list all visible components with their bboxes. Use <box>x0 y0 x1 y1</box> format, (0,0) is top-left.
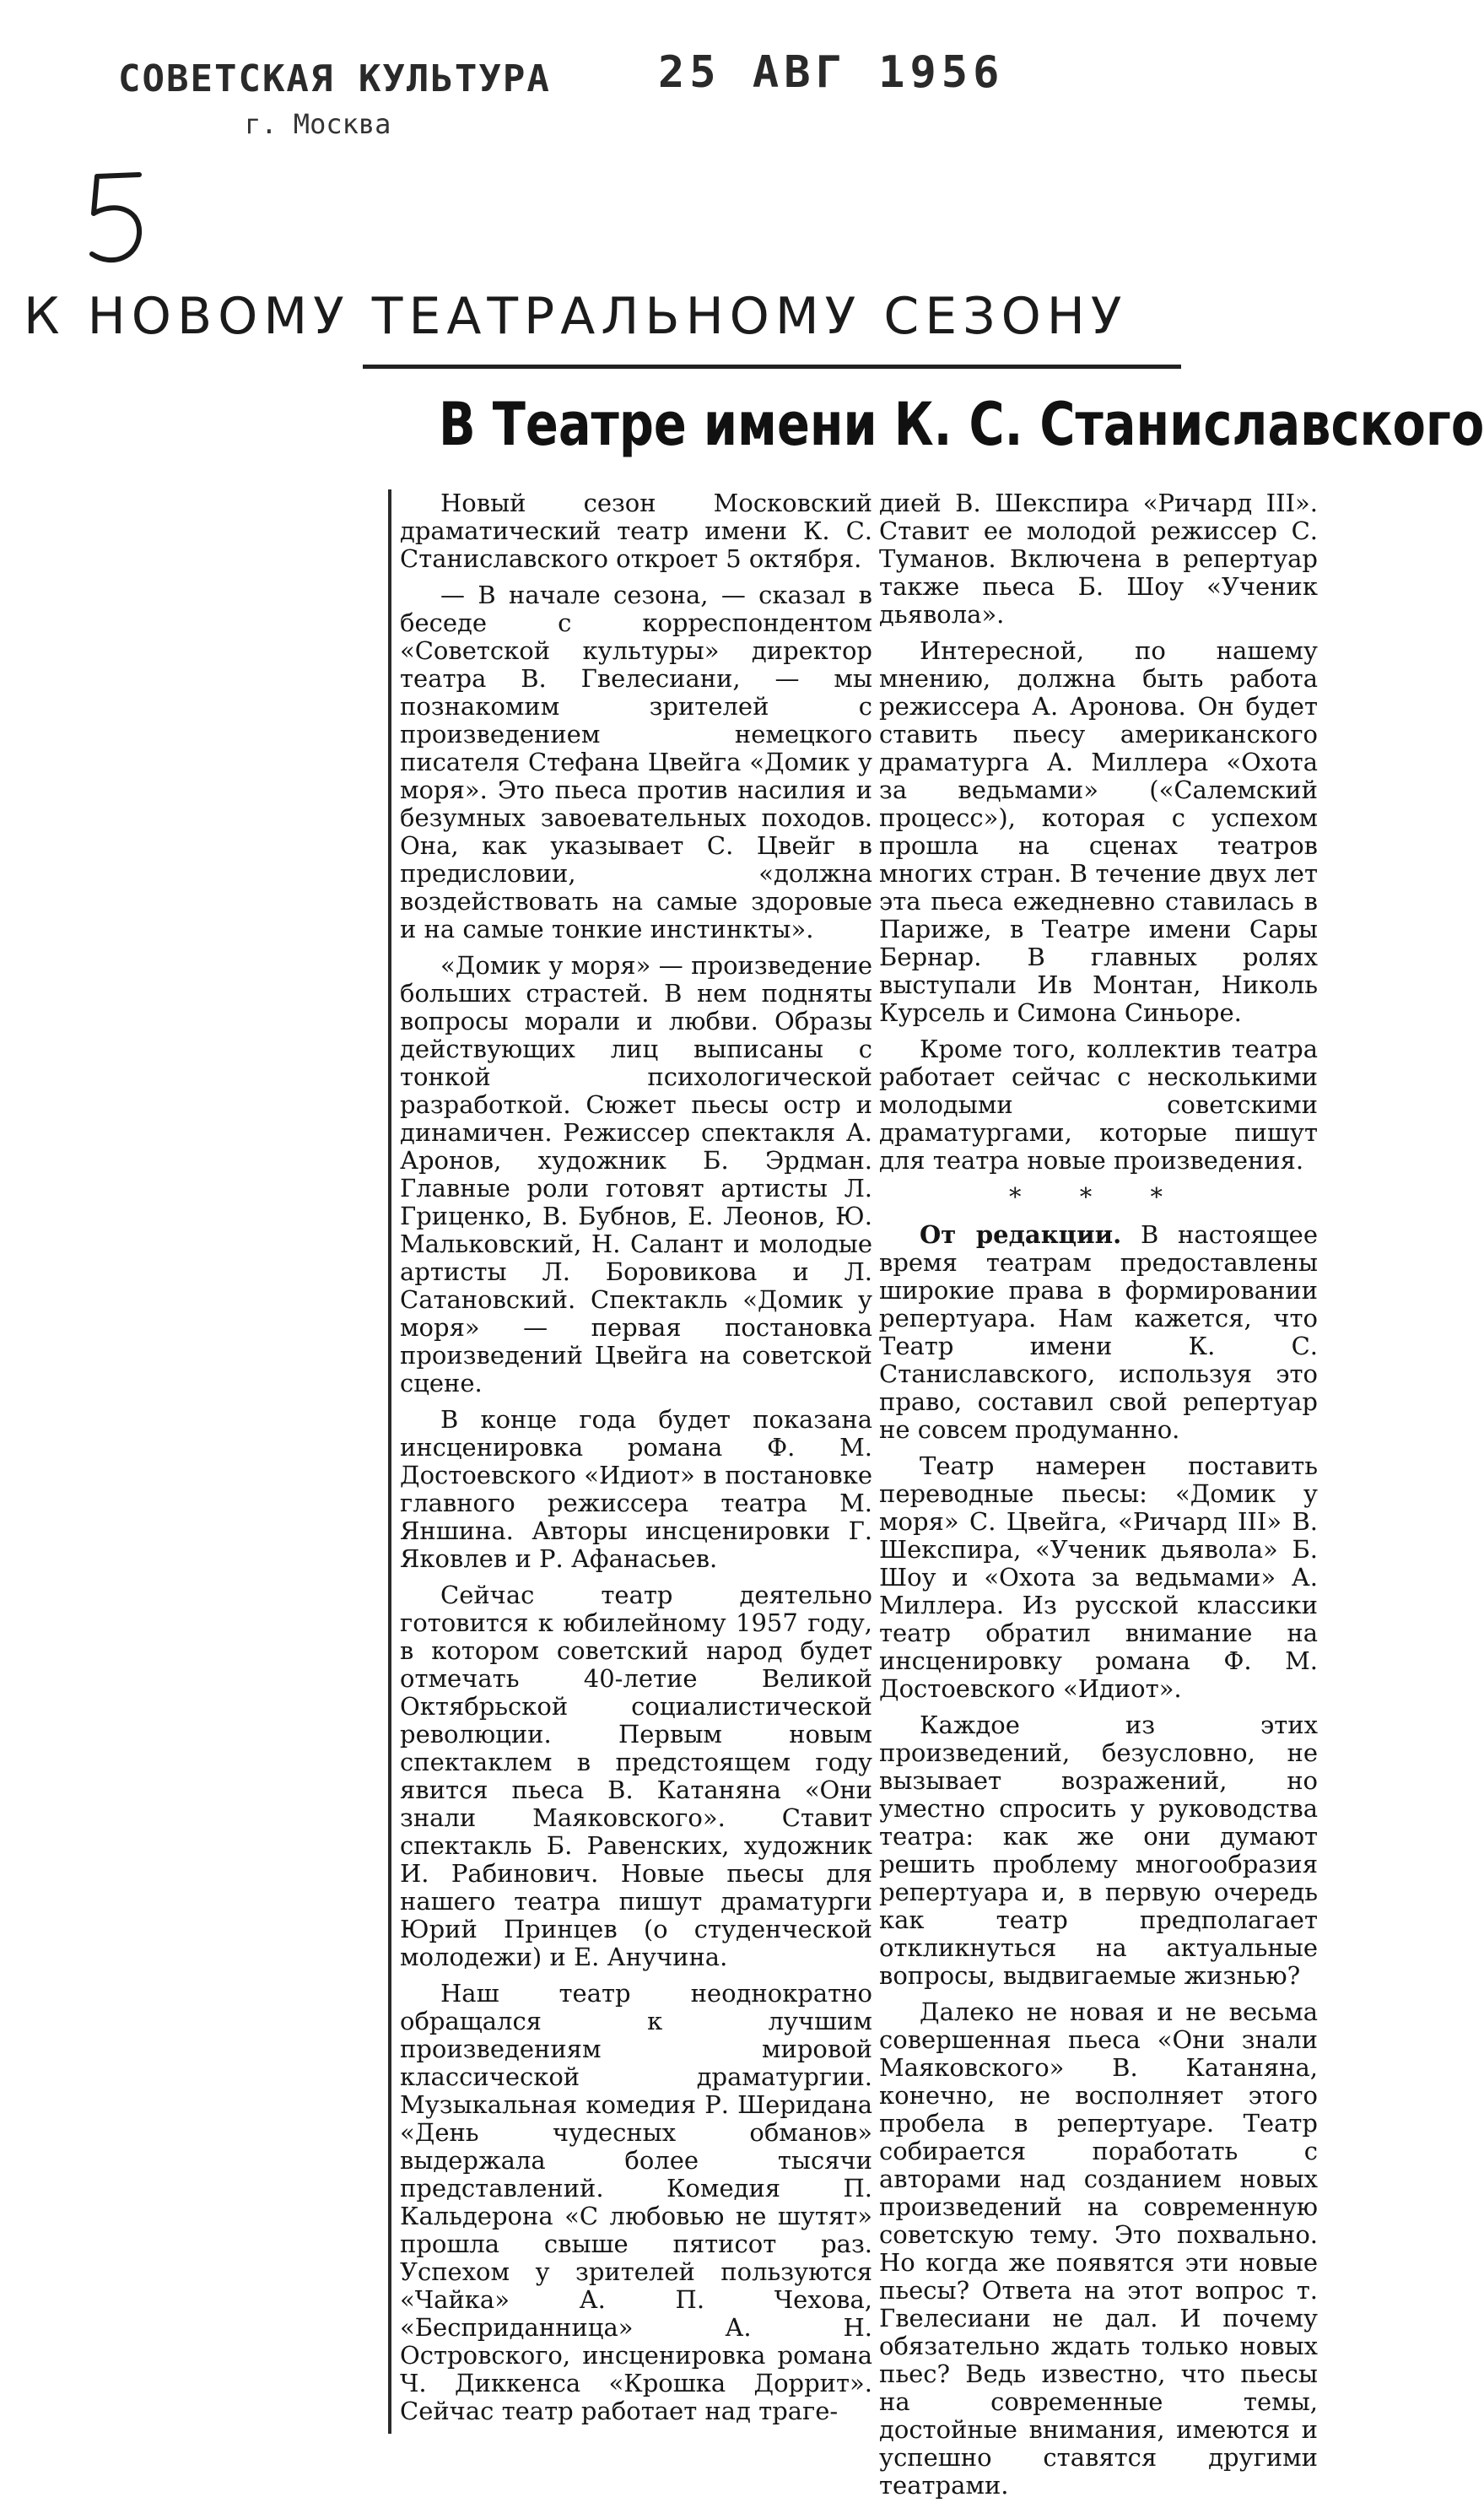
paragraph: Новый сезон Московский драматический театр имени К. С. Станиславского откроет 5 октября. <box>400 489 872 573</box>
article-column-right <box>879 489 1318 2508</box>
newspaper-stamp: СОВЕТСКАЯ КУЛЬТУРА <box>118 57 551 100</box>
paragraph: Наш театр неоднократно обращался к лучшим произведениям мировой классической драматургии. Музыкальная комедия Р. Шеридана «День чудесных обманов» выдержала более тысячи представлений. Комедия П. Кальдерона «С любовью не шутят» прошла свыше пятисот раз. Успехом у зрителей пользуются «Чайка» А. П. Чехова, «Бесприданница» А. Н. Островского, инсценировка романа Ч. Диккенса «Крошка Доррит». Сейчас театр работает над траге- <box>400 1979 872 2425</box>
paragraph: Далеко не новая и не весьма совершенная пьеса «Они знали Маяковского» В. Катаняна, конечно, не восполняет этого пробела в репертуаре. Театр собирается поработать с авторами над созданием новых произведений на современную советскую тему. Это похвально. Но когда же появятся эти новые пьесы? Ответа на этот вопрос т. Гвелесиани не дал. И почему обязательно ждать только новых пьес? Ведь известно, что пьесы на современные темы, достойные внимания, имеются и успешно ставятся другими театрами. <box>879 1997 1318 2500</box>
date-stamp: 25 АВГ 1956 <box>658 47 1005 98</box>
article-headline: В Театре имени К. С. Станиславского <box>439 390 1484 459</box>
paragraph: Интересной, по нашему мнению, должна быть работа режиссера А. Аронова. Он будет ставить пьесу американского драматурга А. Миллера «Охота за ведьмами» («Салемский процесс»), которая с успехом прошла на сценах театров многих стран. В течение двух лет эта пьеса ежедневно ставилась в Париже, в Театре имени Сары Бернар. В главных ролях выступали Ив Монтан, Николь Курсель и Симона Синьоре. <box>879 636 1318 1027</box>
editorial-label: От редакции. <box>920 1220 1122 1249</box>
paragraph: Сейчас театр деятельно готовится к юбилейному 1957 году, в котором советский народ будет отмечать 40-летие Великой Октябрьской социалистической революции. Первым новым спектаклем в предстоящем году явится пьеса В. Катаняна «Они знали Маяковского». Ставит спектакль Б. Равенских, художник И. Рабинович. Новые пьесы для нашего театра пишут драматурги Юрий Принцев (о студенческой молодежи) и Е. Анучина. <box>400 1581 872 1971</box>
paragraph: — В начале сезона, — сказал в беседе с корреспондентом «Советской культуры» директор театра В. Гвелесиани, — мы познакомим зрителей с произведением немецкого писателя Стефана Цвейга «Домик у моря». Это пьеса против насилия и безумных завоевательных походов. Она, как указывает С. Цвейг в предисловии, «должна воздействовать на самые здоровые и на самые тонкие инстинкты». <box>400 581 872 943</box>
paragraph: Театр намерен поставить переводные пьесы: «Домик у моря» С. Цвейга, «Ричард III» В. Шекспира, «Ученик дьявола» Б. Шоу и «Охота за ведьмами» А. Миллера. Из русской классики театр обратил внимание на инсценировку романа Ф. М. Достоевского «Идиот». <box>879 1451 1318 1703</box>
rubric-underline <box>363 365 1181 369</box>
handwritten-mark <box>80 165 156 274</box>
paragraph: В конце года будет показана инсценировка романа Ф. М. Достоевского «Идиот» в постановке главного режиссера театра М. Яншина. Авторы инсценировки Г. Яковлев и Р. Афанасьев. <box>400 1405 872 1573</box>
city-stamp: г. Москва <box>245 108 391 140</box>
editorial-note <box>879 1221 1318 1444</box>
section-rubric: К НОВОМУ ТЕАТРАЛЬНОМУ СЕЗОНУ <box>24 287 1128 346</box>
paragraph: «Домик у моря» — произведение больших страстей. В нем подняты вопросы морали и любви. Образы действующих лиц выписаны с тонкой психологической разработкой. Сюжет пьесы остр и динамичен. Режиссер спектакля А. Аронов, художник Б. Эрдман. Главные роли готовят артисты Л. Гриценко, В. Бубнов, Е. Леонов, Ю. Мальковский, Н. Салант и молодые артисты Л. Боровикова и Л. Сатановский. Спектакль «Домик у моря» — первая постановка произведений Цвейга на советской сцене. <box>400 951 872 1397</box>
paragraph: Кроме того, коллектив театра работает сейчас с несколькими молодыми советскими драматургами, которые пишут для театра новые произведения. <box>879 1035 1318 1175</box>
article-column-left <box>388 489 872 2434</box>
section-separator: * * * <box>1009 1182 1188 1211</box>
editorial-text: В настоящее время театрам предоставлены широкие права в формировании репертуара. Нам кажется, что Театр имени К. С. Станиславского, используя это право, составил свой репертуар не совсем продуманно. <box>879 1220 1318 1444</box>
paragraph-continuation: дией В. Шекспира «Ричард III». Ставит ее молодой режиссер С. Туманов. Включена в репертуар также пьеса Б. Шоу «Ученик дьявола». <box>879 489 1318 629</box>
paragraph: Каждое из этих произведений, безусловно, не вызывает возражений, но уместно спросить у руководства театра: как же они думают решить проблему многообразия репертуара и, в первую очередь как театр предполагает откликнуться на актуальные вопросы, выдвигаемые жизнью? <box>879 1711 1318 1990</box>
